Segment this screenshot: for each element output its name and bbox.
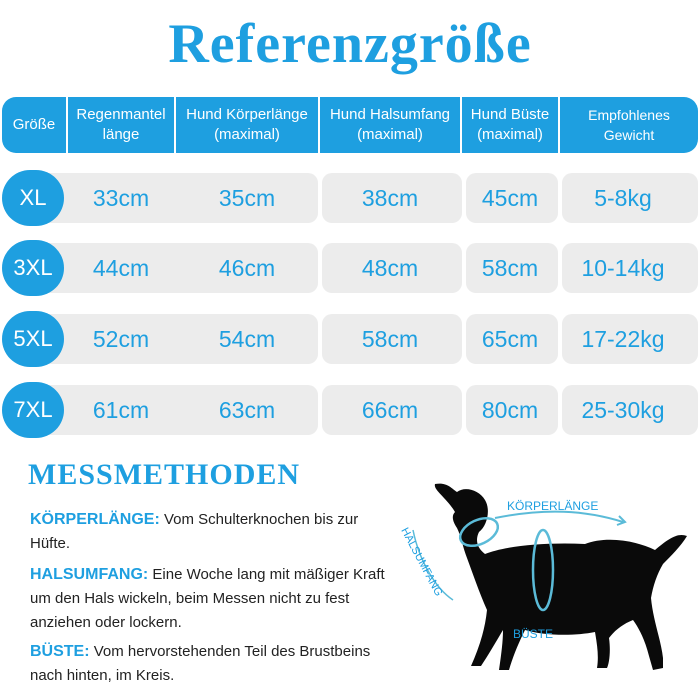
table-cell: 44cm	[92, 254, 150, 281]
dog-measurement-diagram	[395, 470, 695, 695]
table-cell: 54cm	[218, 325, 276, 352]
label-bust: BÜSTE	[513, 627, 554, 641]
page-title: Referenzgröße	[168, 13, 532, 75]
size-badge: 7XL	[2, 382, 64, 438]
table-cell: 17-22kg	[581, 325, 665, 352]
table-row	[2, 314, 698, 364]
label-body-length: KÖRPERLÄNGE	[507, 499, 599, 513]
table-cell: 45cm	[481, 184, 539, 211]
section-title: MESSMETHODEN	[28, 458, 301, 491]
table-cell: 46cm	[218, 254, 276, 281]
table-cell: 66cm	[361, 396, 419, 423]
table-cell: 61cm	[92, 396, 150, 423]
table-cell: 35cm	[218, 184, 276, 211]
method-body-length: KÖRPERLÄNGE: Vom Schulterknochen bis zur Hüfte.	[30, 511, 359, 552]
table-cell: 38cm	[361, 184, 419, 211]
table-cell: 58cm	[361, 325, 419, 352]
table-cell: 25-30kg	[581, 396, 665, 423]
header-body-length: Hund Körperlänge (maximal)	[186, 106, 308, 143]
body-length-arrow	[495, 512, 623, 522]
table-cell: 80cm	[481, 396, 539, 423]
table-row	[2, 243, 698, 293]
table-header	[2, 97, 698, 153]
table-cell: 48cm	[361, 254, 419, 281]
table-row	[2, 173, 698, 223]
size-badge: XL	[2, 170, 64, 226]
table-cell: 10-14kg	[581, 254, 665, 281]
table-cell: 58cm	[481, 254, 539, 281]
header-weight: Empfohlenes Gewicht	[588, 107, 670, 143]
header-neck: Hund Halsumfang (maximal)	[329, 106, 451, 143]
table-cell: 63cm	[218, 396, 276, 423]
table-row	[2, 385, 698, 435]
header-bust: Hund Büste (maximal)	[470, 106, 550, 143]
method-neck: HALSUMFANG: Eine Woche lang mit mäßiger Kraft um den Hals wickeln, beim Messen nicht zu fest anziehen oder lockern.	[30, 566, 385, 631]
size-badge: 5XL	[2, 311, 64, 367]
header-coat-length: Regenmantel länge	[76, 106, 166, 143]
table-cell: 33cm	[92, 184, 150, 211]
header-size: Größe	[12, 116, 56, 133]
table-cell: 65cm	[481, 325, 539, 352]
table-cell: 5-8kg	[594, 184, 652, 211]
size-badge: 3XL	[2, 240, 64, 296]
label-neck: HALSUMFANG	[398, 525, 445, 599]
method-bust: BÜSTE: Vom hervorstehenden Teil des Brustbeins nach hinten, im Kreis.	[30, 643, 371, 684]
table-cell: 52cm	[92, 325, 150, 352]
